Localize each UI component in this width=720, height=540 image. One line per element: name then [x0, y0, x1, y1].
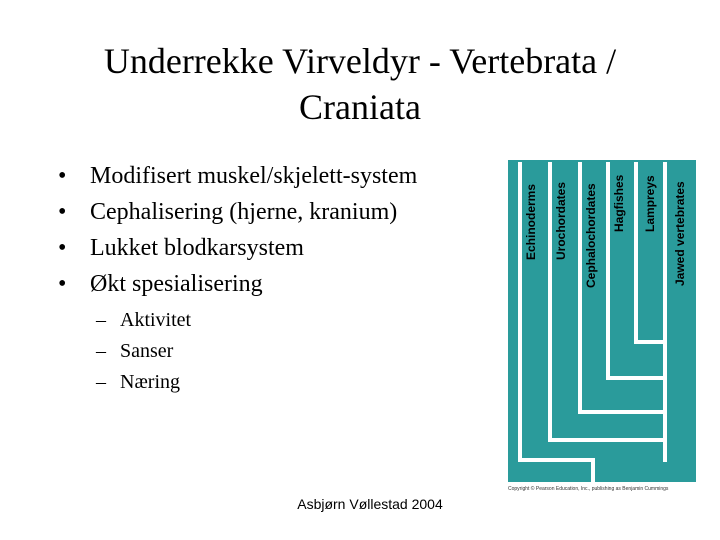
- taxon-label-cephalochordates: Cephalochordates: [584, 183, 598, 288]
- sub-bullet-item: [96, 305, 191, 336]
- taxon-label-lampreys: Lampreys: [643, 175, 657, 232]
- phylogenetic-tree-figure: [508, 160, 696, 482]
- phylogenetic-tree-svg: [508, 160, 696, 482]
- bullet-text: Lukket blodkarsystem: [90, 235, 304, 261]
- slide-footer: Asbjørn Vøllestad 2004: [297, 496, 443, 512]
- taxon-label-jawed-vertebrates: Jawed vertebrates: [673, 181, 687, 286]
- bullet-text: Cephalisering (hjerne, kranium): [90, 199, 398, 225]
- bullet-item: [58, 230, 417, 266]
- figure-copyright: Copyright © Pearson Education, Inc., publishing as Benjamin Cummings: [508, 486, 669, 492]
- sub-bullet-text: Næring: [120, 371, 180, 393]
- bullet-item: [58, 194, 417, 230]
- taxon-label-hagfishes: Hagfishes: [612, 174, 626, 232]
- sub-bullet-item: [96, 336, 191, 367]
- bullet-text: Modifisert muskel/skjelett-system: [90, 163, 418, 189]
- sub-bullet-item: [96, 367, 191, 398]
- sub-bullet-marker: –: [96, 309, 106, 331]
- slide-title: Underrekke Virveldyr - Vertebrata / Craniata: [103, 41, 617, 127]
- bullet-item: [58, 266, 417, 302]
- taxon-label-echinoderms: Echinoderms: [524, 183, 538, 260]
- bullet-list: [58, 158, 417, 302]
- sub-bullet-marker: –: [96, 340, 106, 362]
- sub-bullet-list: [96, 305, 191, 398]
- bullet-marker: •: [58, 199, 67, 225]
- taxon-label-urochordates: Urochordates: [554, 181, 568, 260]
- sub-bullet-text: Sanser: [120, 340, 174, 362]
- bullet-item: [58, 158, 417, 194]
- bullet-marker: •: [58, 163, 67, 189]
- sub-bullet-text: Aktivitet: [120, 309, 192, 331]
- bullet-text: Økt spesialisering: [90, 271, 263, 297]
- bullet-marker: •: [58, 235, 67, 261]
- sub-bullet-marker: –: [96, 371, 106, 393]
- bullet-marker: •: [58, 271, 67, 297]
